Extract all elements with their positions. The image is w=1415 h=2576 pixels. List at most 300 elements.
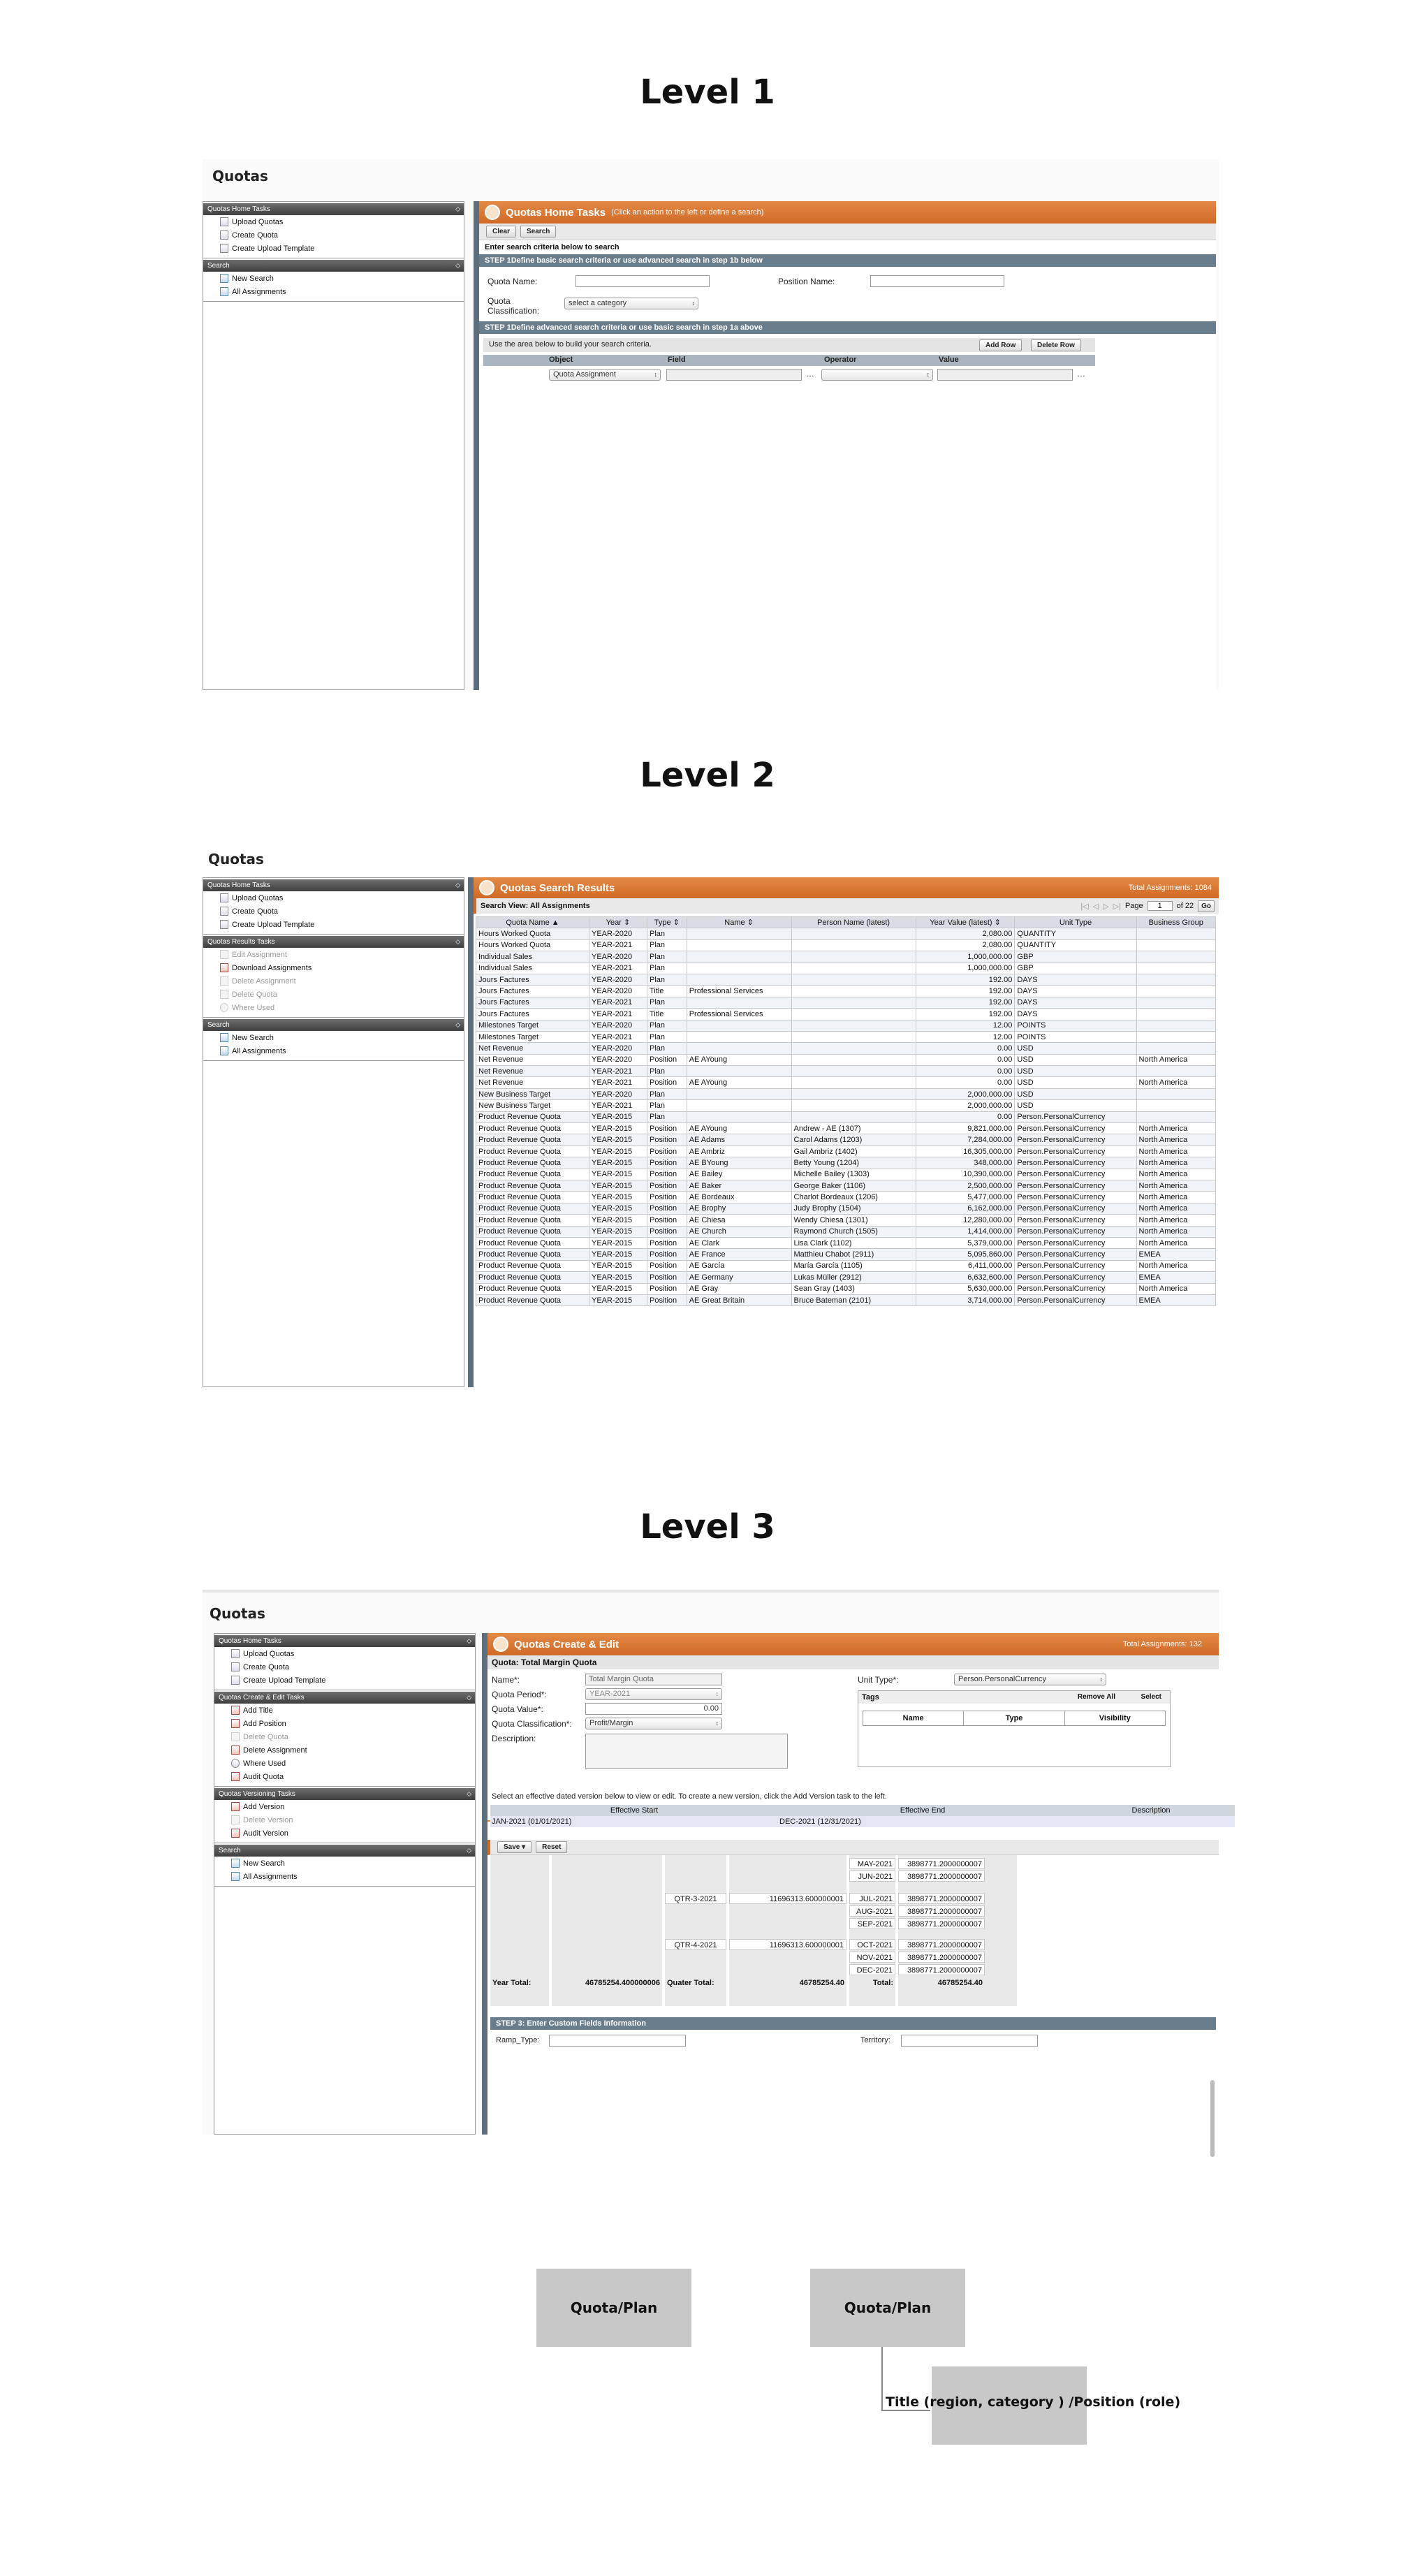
table-cell: North America bbox=[1136, 1260, 1215, 1271]
table-row[interactable] bbox=[476, 1111, 1216, 1122]
table-row[interactable] bbox=[476, 1043, 1216, 1054]
remove-all-button[interactable]: Remove All bbox=[1077, 1693, 1115, 1701]
sidebar-item-delete-assignment[interactable] bbox=[203, 974, 464, 988]
table-cell: Product Revenue Quota bbox=[476, 1203, 589, 1214]
table-cell: YEAR-2021 bbox=[589, 1077, 647, 1088]
column-header[interactable]: Unit Type bbox=[1015, 917, 1136, 928]
table-cell: Position bbox=[647, 1192, 687, 1203]
sidebar-item-delete-quota[interactable] bbox=[203, 988, 464, 1001]
sidebar-item-upload-quotas[interactable] bbox=[203, 891, 464, 905]
quota-plan-box-1: Quota/Plan bbox=[536, 2269, 691, 2347]
table-row[interactable] bbox=[476, 1294, 1216, 1305]
table-cell: YEAR-2015 bbox=[589, 1226, 647, 1237]
month-label: NOV-2021 bbox=[849, 1952, 895, 1963]
table-row[interactable] bbox=[476, 1077, 1216, 1088]
sidebar-item-create-upload-template[interactable] bbox=[203, 918, 464, 931]
table-cell bbox=[687, 928, 791, 939]
collapse-icon[interactable]: ◇ bbox=[467, 1790, 471, 1797]
step-3-header: STEP 3: Enter Custom Fields Information bbox=[490, 2017, 1216, 2030]
period-select[interactable]: YEAR-2021 ↕ bbox=[585, 1688, 722, 1700]
table-cell: George Baker (1106) bbox=[791, 1180, 916, 1191]
table-row[interactable] bbox=[476, 1134, 1216, 1146]
table-row[interactable] bbox=[476, 1031, 1216, 1042]
table-cell: Net Revenue bbox=[476, 1043, 589, 1054]
tags-title: Tags bbox=[862, 1693, 879, 1702]
table-cell bbox=[1136, 997, 1215, 1008]
table-row[interactable] bbox=[476, 1215, 1216, 1226]
sidebar-item-all-assignments[interactable] bbox=[214, 1870, 475, 1883]
table-row[interactable] bbox=[476, 1009, 1216, 1020]
sidebar-item-delete-quota[interactable] bbox=[214, 1730, 475, 1743]
sidebar-item-all-assignments[interactable] bbox=[203, 285, 464, 298]
sidebar-section-quotas-create-edit-tasks bbox=[214, 1690, 475, 1787]
table-cell: 2,000,000.00 bbox=[916, 1100, 1015, 1111]
territory-input[interactable] bbox=[901, 2035, 1038, 2047]
table-cell: AE Gray bbox=[687, 1283, 791, 1294]
table-cell: Milestones Target bbox=[476, 1020, 589, 1031]
sidebar-item-create-quota[interactable] bbox=[214, 1660, 475, 1674]
table-cell: Plan bbox=[647, 1088, 687, 1099]
table-cell: 3,714,000.00 bbox=[916, 1294, 1015, 1305]
table-cell: North America bbox=[1136, 1180, 1215, 1191]
table-cell: Product Revenue Quota bbox=[476, 1157, 589, 1169]
table-cell: Person.PersonalCurrency bbox=[1015, 1157, 1136, 1169]
collapse-icon[interactable]: ◇ bbox=[467, 1847, 471, 1854]
table-row[interactable] bbox=[476, 1260, 1216, 1271]
table-cell: 2,080.00 bbox=[916, 928, 1015, 939]
column-header[interactable]: Person Name (latest) bbox=[791, 917, 916, 928]
table-cell: Position bbox=[647, 1260, 687, 1271]
sidebar-section-quotas-home-tasks bbox=[203, 202, 464, 258]
tags-panel bbox=[858, 1690, 1171, 1767]
table-row[interactable] bbox=[476, 1123, 1216, 1134]
sidebar-item-label: Edit Assignment bbox=[232, 950, 287, 959]
sidebar-item-label: New Search bbox=[232, 1033, 274, 1042]
table-row[interactable] bbox=[476, 997, 1216, 1008]
table-cell: USD bbox=[1015, 1054, 1136, 1065]
table-cell: Carol Adams (1203) bbox=[791, 1134, 916, 1146]
reset-button[interactable]: Reset bbox=[536, 1841, 567, 1853]
search-view-label: Search View: All Assignments bbox=[481, 902, 590, 910]
new-search-icon bbox=[231, 1859, 240, 1868]
table-row[interactable] bbox=[476, 974, 1216, 985]
table-cell: North America bbox=[1136, 1077, 1215, 1088]
quotas-gear-icon bbox=[479, 880, 494, 895]
table-cell: Position bbox=[647, 1180, 687, 1191]
table-cell: Raymond Church (1505) bbox=[791, 1226, 916, 1237]
sidebar-item-label: Delete Assignment bbox=[232, 976, 296, 986]
table-cell: 5,379,000.00 bbox=[916, 1237, 1015, 1248]
all-assignments-icon bbox=[231, 1872, 240, 1881]
table-cell: Position bbox=[647, 1134, 687, 1146]
quota-title: Quota: Total Margin Quota bbox=[487, 1655, 1219, 1669]
table-cell: Position bbox=[647, 1203, 687, 1214]
month-value: 3898771.2000000007 bbox=[898, 1964, 985, 1975]
table-row[interactable] bbox=[476, 1157, 1216, 1169]
table-cell: YEAR-2015 bbox=[589, 1260, 647, 1271]
table-cell: Position bbox=[647, 1249, 687, 1260]
month-value: 3898771.2000000007 bbox=[898, 1952, 985, 1963]
table-cell: Plan bbox=[647, 1043, 687, 1054]
create-upload-template-icon bbox=[220, 244, 228, 253]
classification-select[interactable]: Profit/Margin ↕ bbox=[585, 1718, 722, 1729]
quotas-gear-icon bbox=[493, 1637, 508, 1652]
column-header[interactable]: Year Value (latest) ⇕ bbox=[916, 917, 1015, 928]
sidebar-item-label: Audit Quota bbox=[243, 1772, 284, 1781]
collapse-icon[interactable]: ◇ bbox=[455, 938, 460, 945]
sidebar-item-create-quota[interactable] bbox=[203, 905, 464, 918]
year-total-label: Year Total: bbox=[490, 1977, 549, 1989]
table-cell: Product Revenue Quota bbox=[476, 1294, 589, 1305]
table-cell: 10,390,000.00 bbox=[916, 1169, 1015, 1180]
add-row-button[interactable]: Add Row bbox=[979, 339, 1022, 351]
quota-name-input[interactable] bbox=[575, 275, 710, 287]
table-cell bbox=[1136, 1111, 1215, 1122]
object-select[interactable]: Quota Assignment ↕ bbox=[549, 369, 661, 381]
table-cell: YEAR-2015 bbox=[589, 1180, 647, 1191]
table-cell: Plan bbox=[647, 1066, 687, 1077]
sidebar-section-header[interactable] bbox=[203, 879, 464, 891]
sidebar-item-create-upload-template[interactable] bbox=[203, 242, 464, 255]
table-cell bbox=[687, 974, 791, 985]
table-cell: North America bbox=[1136, 1203, 1215, 1214]
panel-header bbox=[479, 201, 1216, 224]
table-cell: YEAR-2020 bbox=[589, 986, 647, 997]
table-cell: North America bbox=[1136, 1054, 1215, 1065]
month-value: 3898771.2000000007 bbox=[898, 1893, 985, 1904]
table-cell: 1,414,000.00 bbox=[916, 1226, 1015, 1237]
create-quota-icon bbox=[220, 907, 228, 916]
table-cell: EMEA bbox=[1136, 1249, 1215, 1260]
table-row[interactable] bbox=[476, 1054, 1216, 1065]
table-row[interactable] bbox=[476, 1249, 1216, 1260]
table-row[interactable] bbox=[476, 963, 1216, 974]
version-description bbox=[1067, 1816, 1235, 1827]
table-row[interactable] bbox=[476, 1226, 1216, 1237]
month-value: 3898771.2000000007 bbox=[898, 1918, 985, 1929]
column-header[interactable]: Quota Name ▲ bbox=[476, 917, 589, 928]
table-row[interactable] bbox=[476, 1180, 1216, 1191]
main-panel bbox=[474, 201, 1216, 690]
table-row[interactable] bbox=[476, 951, 1216, 963]
name-label: Name*: bbox=[492, 1675, 520, 1685]
table-cell bbox=[791, 1111, 916, 1122]
table-cell: 2,000,000.00 bbox=[916, 1088, 1015, 1099]
sidebar-item-add-title[interactable] bbox=[214, 1704, 475, 1717]
table-cell: POINTS bbox=[1015, 1020, 1136, 1031]
add-title-icon bbox=[231, 1706, 240, 1715]
name-input[interactable]: Total Margin Quota bbox=[585, 1674, 722, 1685]
sidebar-item-create-quota[interactable] bbox=[203, 228, 464, 242]
unit-type-select[interactable]: Person.PersonalCurrency ↕ bbox=[954, 1674, 1106, 1685]
create-upload-template-icon bbox=[220, 920, 228, 929]
sidebar-item-label: Create Upload Template bbox=[243, 1676, 326, 1685]
table-row[interactable] bbox=[476, 1237, 1216, 1248]
prev-page-icon[interactable]: ◁ bbox=[1092, 902, 1099, 911]
table-cell: Person.PersonalCurrency bbox=[1015, 1169, 1136, 1180]
table-cell: Person.PersonalCurrency bbox=[1015, 1111, 1136, 1122]
table-cell: Plan bbox=[647, 951, 687, 963]
save-button[interactable]: Save ▾ bbox=[497, 1841, 531, 1853]
table-cell: Plan bbox=[647, 1031, 687, 1042]
column-header[interactable]: Name ⇕ bbox=[687, 917, 791, 928]
sidebar-item-new-search[interactable] bbox=[203, 1031, 464, 1044]
table-cell: Person.PersonalCurrency bbox=[1015, 1294, 1136, 1305]
table-row[interactable] bbox=[476, 1192, 1216, 1203]
ramp-type-label: Ramp_Type: bbox=[496, 2036, 540, 2044]
table-cell: 1,000,000.00 bbox=[916, 963, 1015, 974]
table-cell: North America bbox=[1136, 1157, 1215, 1169]
add-position-icon bbox=[231, 1719, 240, 1728]
table-row[interactable] bbox=[476, 1146, 1216, 1157]
table-cell: 1,000,000.00 bbox=[916, 951, 1015, 963]
table-cell: Plan bbox=[647, 974, 687, 985]
last-page-icon[interactable]: ▷| bbox=[1113, 902, 1121, 911]
quarter-value: 11696313.600000001 bbox=[729, 1939, 846, 1950]
sidebar-section-header[interactable] bbox=[214, 1635, 475, 1647]
table-cell bbox=[687, 939, 791, 951]
sidebar-section-search bbox=[203, 258, 464, 302]
level-3-heading: Level 3 bbox=[640, 1507, 775, 1546]
quota-classification-select[interactable]: select a category ↕ bbox=[564, 298, 698, 309]
collapse-icon[interactable]: ◇ bbox=[455, 262, 460, 269]
table-cell: Andrew - AE (1307) bbox=[791, 1123, 916, 1134]
table-row[interactable] bbox=[476, 1088, 1216, 1099]
button-bar bbox=[479, 224, 1216, 240]
quarter-value: 11696313.600000001 bbox=[729, 1893, 846, 1904]
delete-quota-icon bbox=[231, 1732, 240, 1741]
sidebar-item-add-version[interactable] bbox=[214, 1800, 475, 1813]
sidebar-item-download-assignments[interactable] bbox=[203, 961, 464, 974]
column-header[interactable]: Business Group bbox=[1136, 917, 1215, 928]
search-button[interactable]: Search bbox=[520, 226, 556, 237]
table-cell: POINTS bbox=[1015, 1031, 1136, 1042]
table-cell: USD bbox=[1015, 1077, 1136, 1088]
sidebar-item-add-position[interactable] bbox=[214, 1717, 475, 1730]
table-cell bbox=[1136, 928, 1215, 939]
table-cell: Title bbox=[647, 1009, 687, 1020]
description-textarea[interactable] bbox=[585, 1734, 788, 1769]
go-button[interactable]: Go bbox=[1198, 900, 1215, 912]
table-cell: YEAR-2021 bbox=[589, 1009, 647, 1020]
table-row[interactable] bbox=[476, 1203, 1216, 1214]
step-1b-header: STEP 1Define advanced search criteria or use basic search in step 1a above bbox=[479, 321, 1216, 334]
new-search-icon bbox=[220, 274, 228, 283]
sidebar-item-audit-quota[interactable] bbox=[214, 1770, 475, 1783]
first-page-icon[interactable]: |◁ bbox=[1080, 902, 1089, 911]
level-1-screenshot bbox=[203, 159, 1219, 690]
sidebar-section-header[interactable] bbox=[214, 1692, 475, 1704]
collapse-icon[interactable]: ◇ bbox=[467, 1694, 471, 1701]
value-ellipsis[interactable]: … bbox=[1077, 369, 1085, 379]
ramp-type-input[interactable] bbox=[549, 2035, 686, 2047]
table-cell: 12.00 bbox=[916, 1020, 1015, 1031]
quarter-label: QTR-3-2021 bbox=[665, 1893, 726, 1904]
table-cell: Plan bbox=[647, 997, 687, 1008]
table-row[interactable] bbox=[476, 986, 1216, 997]
sidebar-section-title: Search bbox=[219, 1847, 241, 1854]
sidebar-section-header[interactable] bbox=[203, 936, 464, 948]
table-cell: Position bbox=[647, 1283, 687, 1294]
where-used-icon bbox=[220, 1003, 228, 1012]
column-header[interactable]: Type ⇕ bbox=[647, 917, 687, 928]
table-cell: Product Revenue Quota bbox=[476, 1192, 589, 1203]
sidebar-section-title: Quotas Results Tasks bbox=[207, 938, 275, 946]
position-name-label: Position Name: bbox=[778, 277, 835, 286]
sidebar-item-label: Audit Version bbox=[243, 1829, 288, 1838]
value-input[interactable]: 0.00 bbox=[585, 1703, 722, 1715]
table-cell bbox=[791, 951, 916, 963]
table-cell: Professional Services bbox=[687, 1009, 791, 1020]
sidebar-item-label: Where Used bbox=[232, 1003, 275, 1012]
table-cell: North America bbox=[1136, 1237, 1215, 1248]
level-1-heading: Level 1 bbox=[640, 73, 775, 112]
sidebar-item-label: Delete Assignment bbox=[243, 1746, 307, 1755]
table-cell: Product Revenue Quota bbox=[476, 1260, 589, 1271]
table-cell bbox=[791, 1100, 916, 1111]
table-row[interactable] bbox=[476, 1066, 1216, 1077]
sidebar-section-header[interactable] bbox=[214, 1788, 475, 1800]
level-2-screenshot bbox=[203, 842, 1219, 1387]
table-cell: Product Revenue Quota bbox=[476, 1237, 589, 1248]
results-table bbox=[476, 916, 1216, 1306]
table-row[interactable] bbox=[476, 1169, 1216, 1180]
sidebar-item-upload-quotas[interactable] bbox=[203, 215, 464, 228]
period-label: Quota Period*: bbox=[492, 1690, 547, 1699]
table-cell: Product Revenue Quota bbox=[476, 1134, 589, 1146]
create-quota-icon bbox=[220, 230, 228, 240]
sidebar-section-header[interactable] bbox=[203, 260, 464, 272]
table-cell: AE García bbox=[687, 1260, 791, 1271]
sidebar-item-upload-quotas[interactable] bbox=[214, 1647, 475, 1660]
table-cell: AE Brophy bbox=[687, 1203, 791, 1214]
col-object: Object bbox=[549, 356, 573, 364]
sidebar-item-create-upload-template[interactable] bbox=[214, 1674, 475, 1687]
table-cell: Product Revenue Quota bbox=[476, 1272, 589, 1283]
table-cell: 6,162,000.00 bbox=[916, 1203, 1015, 1214]
table-cell: Position bbox=[647, 1226, 687, 1237]
table-cell: Person.PersonalCurrency bbox=[1015, 1237, 1136, 1248]
table-cell bbox=[1136, 1020, 1215, 1031]
table-cell: AE AYoung bbox=[687, 1123, 791, 1134]
table-cell bbox=[1136, 1100, 1215, 1111]
table-cell: AE AYoung bbox=[687, 1054, 791, 1065]
table-cell: DAYS bbox=[1015, 1009, 1136, 1020]
month-value: 3898771.2000000007 bbox=[898, 1858, 985, 1869]
table-row[interactable] bbox=[476, 928, 1216, 939]
table-row[interactable] bbox=[476, 1100, 1216, 1111]
table-cell bbox=[791, 1043, 916, 1054]
page-input[interactable]: 1 bbox=[1148, 901, 1173, 911]
month-label: AUG-2021 bbox=[849, 1905, 895, 1917]
field-ellipsis[interactable]: … bbox=[806, 369, 814, 379]
table-cell bbox=[1136, 1066, 1215, 1077]
sidebar-item-new-search[interactable] bbox=[203, 272, 464, 285]
collapse-icon[interactable]: ◇ bbox=[455, 881, 460, 888]
table-cell: Person.PersonalCurrency bbox=[1015, 1146, 1136, 1157]
select-tags-button[interactable]: Select bbox=[1141, 1693, 1161, 1701]
sidebar-section-quotas-home-tasks bbox=[203, 878, 464, 935]
field-input[interactable] bbox=[666, 369, 802, 381]
table-cell: Product Revenue Quota bbox=[476, 1283, 589, 1294]
sidebar-item-where-used[interactable] bbox=[203, 1001, 464, 1014]
table-cell: 192.00 bbox=[916, 1009, 1015, 1020]
table-cell: USD bbox=[1015, 1100, 1136, 1111]
position-name-input[interactable] bbox=[870, 275, 1004, 287]
delete-row-button[interactable]: Delete Row bbox=[1031, 339, 1081, 351]
table-row[interactable] bbox=[476, 1283, 1216, 1294]
table-cell: YEAR-2015 bbox=[589, 1146, 647, 1157]
table-cell: Person.PersonalCurrency bbox=[1015, 1272, 1136, 1283]
sidebar-section-title: Quotas Home Tasks bbox=[207, 205, 270, 213]
version-row[interactable] bbox=[490, 1816, 1235, 1827]
sidebar-item-where-used[interactable] bbox=[214, 1757, 475, 1770]
collapse-icon[interactable]: ◇ bbox=[467, 1637, 471, 1644]
table-cell: 0.00 bbox=[916, 1043, 1015, 1054]
version-note: Select an effective dated version below to view or edit. To create a new version, click the Add Version task to the left. bbox=[492, 1792, 887, 1801]
app-title: Quotas bbox=[210, 1605, 265, 1622]
table-cell bbox=[1136, 963, 1215, 974]
sidebar bbox=[203, 201, 464, 690]
column-header[interactable]: Year ⇕ bbox=[589, 917, 647, 928]
panel-subtitle: (Click an action to the left or define a search) bbox=[611, 208, 764, 217]
table-row[interactable] bbox=[476, 1272, 1216, 1283]
table-cell: AE Ambriz bbox=[687, 1146, 791, 1157]
view-bar bbox=[474, 898, 1219, 914]
table-row[interactable] bbox=[476, 1020, 1216, 1031]
sidebar-section-header[interactable] bbox=[203, 203, 464, 215]
table-cell: EMEA bbox=[1136, 1294, 1215, 1305]
month-label: OCT-2021 bbox=[849, 1939, 895, 1950]
sidebar-item-delete-assignment[interactable] bbox=[214, 1743, 475, 1757]
sidebar-item-delete-version[interactable] bbox=[214, 1813, 475, 1827]
sidebar-item-all-assignments[interactable] bbox=[203, 1044, 464, 1058]
sidebar-section-title: Quotas Create & Edit Tasks bbox=[219, 1694, 305, 1702]
table-cell: USD bbox=[1015, 1043, 1136, 1054]
sidebar-section-header[interactable] bbox=[203, 1019, 464, 1031]
table-cell bbox=[791, 1088, 916, 1099]
table-row[interactable] bbox=[476, 939, 1216, 951]
collapse-icon[interactable]: ◇ bbox=[455, 205, 460, 212]
scrollbar[interactable] bbox=[1210, 2080, 1215, 2157]
sidebar-item-label: Delete Quota bbox=[232, 990, 277, 999]
sidebar-item-audit-version[interactable] bbox=[214, 1827, 475, 1840]
clear-button[interactable]: Clear bbox=[486, 226, 516, 237]
sidebar bbox=[203, 877, 464, 1387]
table-cell bbox=[791, 1009, 916, 1020]
sidebar-item-edit-assignment[interactable] bbox=[203, 948, 464, 961]
value-input[interactable] bbox=[937, 369, 1073, 381]
operator-select[interactable] bbox=[821, 369, 933, 381]
table-cell: AE Clark bbox=[687, 1237, 791, 1248]
connector-horizontal bbox=[881, 2410, 930, 2411]
table-cell: North America bbox=[1136, 1226, 1215, 1237]
collapse-icon[interactable]: ◇ bbox=[455, 1021, 460, 1028]
next-page-icon[interactable]: ▷ bbox=[1103, 902, 1109, 911]
table-cell: YEAR-2020 bbox=[589, 974, 647, 985]
sidebar-item-label: New Search bbox=[243, 1859, 285, 1868]
table-cell: DAYS bbox=[1015, 997, 1136, 1008]
version-table bbox=[490, 1805, 1235, 1827]
sidebar-item-new-search[interactable] bbox=[214, 1857, 475, 1870]
panel-title: Quotas Search Results bbox=[500, 881, 615, 894]
description-label: Description: bbox=[492, 1734, 536, 1743]
month-label: JUL-2021 bbox=[849, 1893, 895, 1904]
create-quota-icon bbox=[231, 1662, 240, 1671]
table-cell bbox=[791, 939, 916, 951]
sidebar-section-header[interactable] bbox=[214, 1845, 475, 1857]
table-cell bbox=[791, 963, 916, 974]
